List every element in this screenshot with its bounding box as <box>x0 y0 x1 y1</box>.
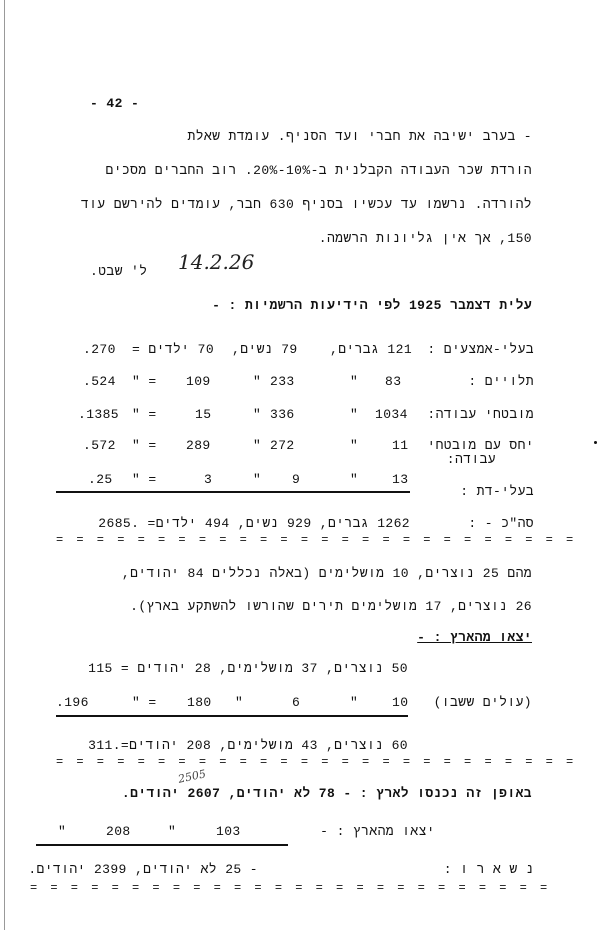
men-mark: " <box>350 472 359 487</box>
women-cell: 233 <box>270 374 295 389</box>
children-cell: 289 <box>186 438 211 453</box>
returned-c: 180 <box>187 695 212 710</box>
sum-text: 1262 גברים, 929 נשים, 494 ילדים= .2685 <box>98 516 410 531</box>
men-cell: 1034 <box>375 407 408 422</box>
row-label: מובטחי עבודה: <box>427 407 534 422</box>
census-title: עלית דצמבר 1925 לפי הידיעות הרשמיות : - <box>212 298 532 313</box>
paragraph-line-2: הורדת שכר העבודה הקבלנית ב-10%-20%. רוב החברים מסכים <box>105 163 532 178</box>
left2-a: 103 <box>216 824 241 839</box>
left-sum: 60 נוצרים, 43 מושלימים, 208 יהודים=.311 <box>88 738 408 753</box>
sum-label: סה"כ - : <box>468 516 534 531</box>
returned-b: 6 <box>292 695 301 710</box>
returned-a: 10 <box>392 695 409 710</box>
men-cell: 13 <box>392 472 409 487</box>
row-label: יחס עם מובטחי <box>427 438 534 453</box>
children-cell: 15 <box>195 407 212 422</box>
men-cell: 83 <box>385 374 402 389</box>
remain-label: נ ש א ר ו : <box>443 862 534 877</box>
left2-b: 208 <box>106 824 131 839</box>
women-mark: " <box>253 407 262 422</box>
total-cell: .572 <box>83 438 116 453</box>
paragraph-line-3: להורדה. נרשמו עד עכשיו בסניף 630 חבר, עומדים להירשם עוד <box>80 197 532 212</box>
children-mark: " = <box>132 438 157 453</box>
children-cell: 109 <box>186 374 211 389</box>
women-mark: " <box>253 374 262 389</box>
returned-b-mark: " <box>235 695 244 710</box>
returned-label: (עולים ששבו) <box>433 695 532 710</box>
double-rule-2: = = = = = = = = = = = = = = = = = = = = = = = = = = <box>56 755 577 769</box>
paragraph-line-4: 150, אך אין גליונות הרשמה. <box>318 231 532 246</box>
returned-c-mark: " = <box>132 695 157 710</box>
left2-mark-2: " <box>58 824 67 839</box>
returned-a-mark: " <box>350 695 359 710</box>
children-cell: 3 <box>204 472 213 487</box>
total-cell: .270 <box>83 342 116 357</box>
children-cell: 70 ילדים = <box>132 342 215 357</box>
net-entry-line: באופן זה נכנסו לארץ : - 78 לא יהודים, 2607 יהודים. <box>121 786 532 801</box>
men-mark: " <box>350 374 359 389</box>
women-cell: 272 <box>270 438 295 453</box>
men-mark: " <box>350 407 359 422</box>
remain-rule <box>36 844 288 846</box>
row-label: בעלי-אמצעים : <box>427 342 534 357</box>
left-sum-rule <box>56 715 408 717</box>
women-mark: " <box>253 438 262 453</box>
total-cell: .1385 <box>78 407 120 422</box>
returned-total: .196 <box>56 695 89 710</box>
total-cell: .25 <box>88 472 113 487</box>
among-line-1: מהם 25 נוצרים, 10 מושלימים (באלה נכללים 84 יהודים, <box>121 566 532 581</box>
date-line: ל' שבט. <box>90 264 148 279</box>
page-number: - 42 - <box>90 96 140 111</box>
paragraph-line-1: - בערב ישיבה את חברי ועד הסניף. עומדת שאלת <box>187 129 532 144</box>
children-mark: " = <box>132 407 157 422</box>
table-sum-rule <box>56 491 410 493</box>
women-mark: " <box>253 472 262 487</box>
handwritten-date: 14.2.26 <box>178 250 255 274</box>
women-cell: 336 <box>270 407 295 422</box>
row-label-continued: עבודה: <box>446 452 496 467</box>
left-row-1: 50 נוצרים, 37 מושלימים, 28 יהודים = 115 <box>88 661 408 676</box>
left2-mark: " <box>168 824 177 839</box>
women-cell: 79 נשים, <box>232 342 298 357</box>
children-mark: " = <box>132 374 157 389</box>
men-cell: 121 גברים, <box>330 342 413 357</box>
page-edge-line <box>4 0 5 930</box>
net-stamp: 2505 <box>176 767 208 786</box>
left-country-title: יצאו מהארץ : - <box>417 630 532 645</box>
men-mark: " <box>350 438 359 453</box>
total-cell: .524 <box>83 374 116 389</box>
left2-label: יצאו מהארץ : - <box>320 824 435 839</box>
men-cell: 11 <box>392 438 409 453</box>
children-mark: " = <box>132 472 157 487</box>
double-rule: = = = = = = = = = = = = = = = = = = = = = = = = = = <box>56 533 577 547</box>
double-rule-3: = = = = = = = = = = = = = = = = = = = = = = = = = = <box>30 881 551 895</box>
row-label: בעלי-דת : <box>460 484 534 499</box>
remain-text: - 25 לא יהודים, 2399 יהודים. <box>28 862 258 877</box>
women-cell: 9 <box>292 472 301 487</box>
page-speck <box>594 441 597 444</box>
among-line-2: 26 נוצרים, 17 מושלימים תירים שהורשו להשתקע בארץ). <box>130 599 532 614</box>
row-label: תלויים : <box>468 374 534 389</box>
